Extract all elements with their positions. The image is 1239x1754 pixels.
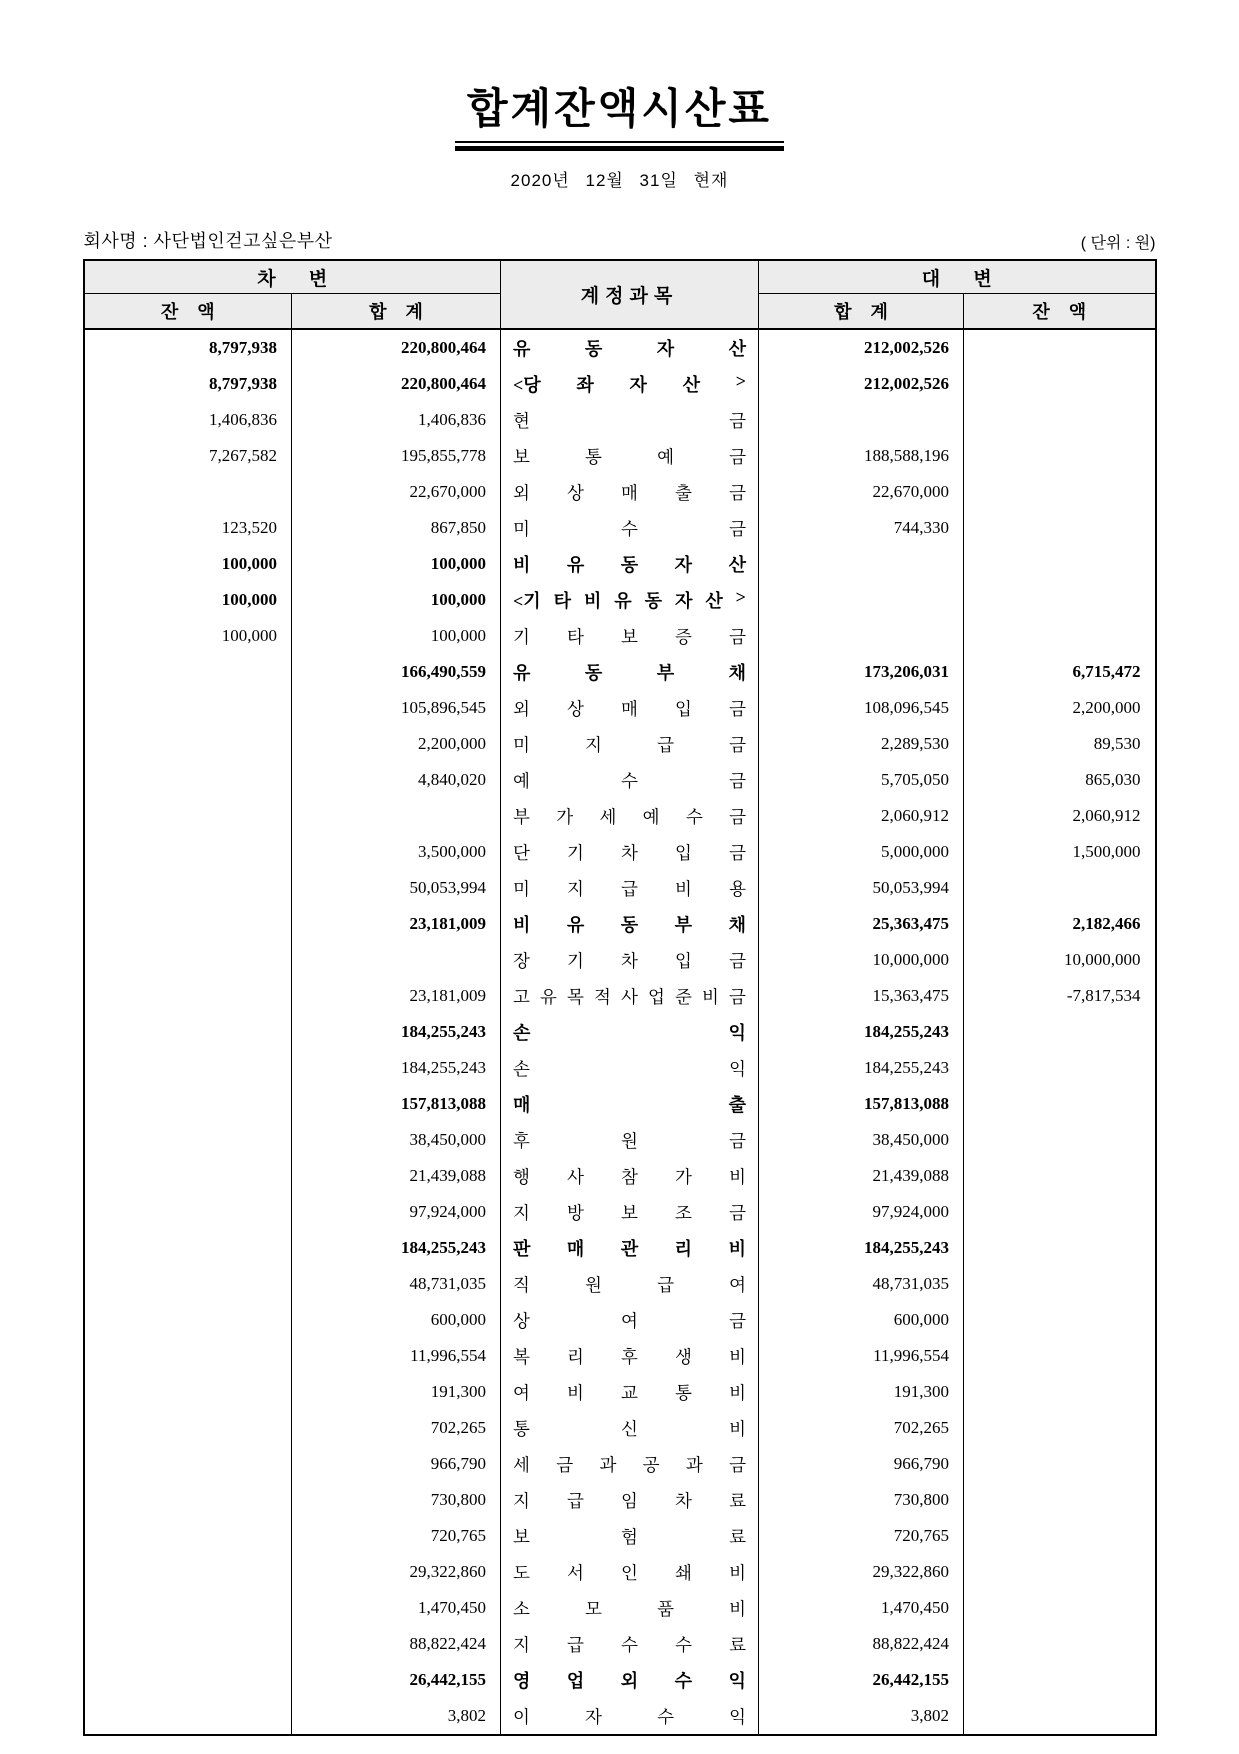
table-row [84, 1410, 1156, 1446]
account-cell [501, 1698, 759, 1735]
debit-total-cell: 702,265 [292, 1410, 501, 1446]
debit-total-cell [292, 798, 501, 834]
credit-balance-cell [964, 510, 1156, 546]
table-row [84, 438, 1156, 474]
debit-balance-cell [84, 1626, 292, 1662]
credit-balance-cell [964, 1338, 1156, 1374]
account-name: 상 여 금 [513, 1310, 746, 1331]
credit-balance-cell: 2,200,000 [964, 690, 1156, 726]
account-name: 고 유 목 적 사 업 준 비 금 [513, 986, 746, 1007]
debit-total-cell: 1,470,450 [292, 1590, 501, 1626]
trial-balance-table [83, 259, 1157, 1736]
account-name: 복 리 후 생 비 [513, 1346, 746, 1367]
debit-balance-cell [84, 1086, 292, 1122]
credit-total-cell: 212,002,526 [759, 329, 964, 366]
account-cell [501, 1194, 759, 1230]
credit-balance-cell [964, 870, 1156, 906]
table-row [84, 1338, 1156, 1374]
debit-total-cell: 23,181,009 [292, 978, 501, 1014]
debit-group-header: 차 변 [84, 260, 501, 294]
account-name: 후 원 금 [513, 1130, 746, 1151]
account-cell [501, 618, 759, 654]
credit-balance-cell [964, 438, 1156, 474]
table-row [84, 762, 1156, 798]
credit-total-cell: 720,765 [759, 1518, 964, 1554]
debit-balance-cell [84, 1230, 292, 1266]
account-name: 단 기 차 입 금 [513, 842, 746, 863]
account-cell [501, 1338, 759, 1374]
credit-total-cell: 184,255,243 [759, 1014, 964, 1050]
credit-total-cell: 97,924,000 [759, 1194, 964, 1230]
account-name: 직 원 급 여 [513, 1274, 746, 1295]
debit-balance-cell [84, 870, 292, 906]
credit-balance-cell [964, 474, 1156, 510]
debit-balance-cell [84, 1302, 292, 1338]
debit-balance-cell [84, 1662, 292, 1698]
account-name: 통 신 비 [513, 1418, 746, 1439]
debit-total-cell: 184,255,243 [292, 1230, 501, 1266]
account-name: 외 상 매 입 금 [513, 698, 746, 719]
debit-total-cell: 195,855,778 [292, 438, 501, 474]
credit-balance-cell [964, 582, 1156, 618]
debit-balance-cell [84, 1518, 292, 1554]
debit-total-cell: 157,813,088 [292, 1086, 501, 1122]
account-name: 미 수 금 [513, 518, 746, 539]
credit-total-cell: 11,996,554 [759, 1338, 964, 1374]
table-row [84, 798, 1156, 834]
table-row [84, 1590, 1156, 1626]
credit-balance-cell [964, 366, 1156, 402]
table-row [84, 546, 1156, 582]
credit-total-cell: 5,000,000 [759, 834, 964, 870]
account-name: 매 출 [513, 1095, 746, 1115]
credit-total-cell: 173,206,031 [759, 654, 964, 690]
table-row [84, 654, 1156, 690]
account-cell [501, 834, 759, 870]
meta-row [84, 227, 1156, 253]
debit-total-header: 합 계 [292, 294, 501, 330]
credit-balance-cell [964, 329, 1156, 366]
credit-total-cell: 25,363,475 [759, 906, 964, 942]
account-name: 장 기 차 입 금 [513, 950, 746, 971]
debit-total-cell: 1,406,836 [292, 402, 501, 438]
credit-balance-cell [964, 1050, 1156, 1086]
credit-balance-cell: 2,060,912 [964, 798, 1156, 834]
credit-total-cell: 10,000,000 [759, 942, 964, 978]
table-row [84, 1230, 1156, 1266]
credit-balance-cell [964, 1626, 1156, 1662]
credit-total-cell [759, 582, 964, 618]
debit-balance-header: 잔 액 [84, 294, 292, 330]
credit-total-cell: 2,060,912 [759, 798, 964, 834]
account-name: 여 비 교 통 비 [513, 1382, 746, 1403]
credit-total-cell: 15,363,475 [759, 978, 964, 1014]
credit-total-cell: 26,442,155 [759, 1662, 964, 1698]
credit-total-header: 합 계 [759, 294, 964, 330]
credit-total-cell: 191,300 [759, 1374, 964, 1410]
debit-balance-cell: 100,000 [84, 546, 292, 582]
credit-total-cell: 3,802 [759, 1698, 964, 1735]
account-cell [501, 798, 759, 834]
account-cell [501, 942, 759, 978]
unit-label: ( 단위 : 원) [1080, 235, 1156, 252]
account-cell [501, 1266, 759, 1302]
table-row [84, 582, 1156, 618]
debit-total-cell: 166,490,559 [292, 654, 501, 690]
table-row [84, 1374, 1156, 1410]
credit-total-cell: 744,330 [759, 510, 964, 546]
account-name: 세 금 과 공 과 금 [513, 1454, 746, 1475]
debit-total-cell: 97,924,000 [292, 1194, 501, 1230]
table-row [84, 1086, 1156, 1122]
account-name: 유 동 자 산 [513, 339, 746, 359]
debit-balance-cell [84, 1374, 292, 1410]
debit-total-cell: 730,800 [292, 1482, 501, 1518]
debit-total-cell: 100,000 [292, 546, 501, 582]
debit-balance-cell [84, 1122, 292, 1158]
credit-balance-cell [964, 1590, 1156, 1626]
account-cell [501, 1014, 759, 1050]
table-row [84, 402, 1156, 438]
account-name: 기 타 보 증 금 [513, 626, 746, 647]
debit-balance-cell [84, 1482, 292, 1518]
debit-balance-cell [84, 834, 292, 870]
credit-balance-cell: 10,000,000 [964, 942, 1156, 978]
page-title-text: 합계잔액시산표 [466, 85, 772, 132]
debit-balance-cell [84, 1410, 292, 1446]
table-row [84, 1014, 1156, 1050]
account-name: <기 타 비 유 동 자 산 > [513, 587, 746, 611]
account-cell [501, 1662, 759, 1698]
credit-total-cell: 1,470,450 [759, 1590, 964, 1626]
account-name: 행 사 참 가 비 [513, 1166, 746, 1187]
credit-balance-cell: 2,182,466 [964, 906, 1156, 942]
credit-balance-cell [964, 1518, 1156, 1554]
account-cell [501, 690, 759, 726]
account-cell [501, 1482, 759, 1518]
table-row [84, 1302, 1156, 1338]
debit-balance-cell: 8,797,938 [84, 366, 292, 402]
account-name: 지 방 보 조 금 [513, 1202, 746, 1223]
table-row [84, 1446, 1156, 1482]
credit-total-cell: 22,670,000 [759, 474, 964, 510]
table-row [84, 1698, 1156, 1735]
debit-balance-cell [84, 474, 292, 510]
table-row [84, 870, 1156, 906]
account-name: 지 급 수 수 료 [513, 1634, 746, 1655]
debit-total-cell: 966,790 [292, 1446, 501, 1482]
account-cell [501, 1230, 759, 1266]
account-cell [501, 402, 759, 438]
debit-total-cell: 3,802 [292, 1698, 501, 1735]
credit-total-cell: 600,000 [759, 1302, 964, 1338]
credit-total-cell: 50,053,994 [759, 870, 964, 906]
debit-balance-cell [84, 654, 292, 690]
debit-balance-cell [84, 1590, 292, 1626]
account-cell [501, 1410, 759, 1446]
account-name: 도 서 인 쇄 비 [513, 1562, 746, 1583]
account-cell [501, 438, 759, 474]
debit-balance-cell [84, 1266, 292, 1302]
credit-total-cell: 966,790 [759, 1446, 964, 1482]
title-underline-thick [455, 146, 784, 151]
table-row [84, 1158, 1156, 1194]
account-cell [501, 726, 759, 762]
account-name: 손 익 [513, 1058, 746, 1079]
account-name: 이 자 수 익 [513, 1706, 746, 1727]
credit-balance-cell [964, 618, 1156, 654]
table-row [84, 1482, 1156, 1518]
account-name: 미 지 급 비 용 [513, 878, 746, 899]
credit-balance-cell [964, 1554, 1156, 1590]
credit-balance-cell [964, 1086, 1156, 1122]
table-row [84, 1662, 1156, 1698]
account-cell [501, 1590, 759, 1626]
table-row [84, 618, 1156, 654]
credit-total-cell [759, 546, 964, 582]
credit-balance-cell [964, 1374, 1156, 1410]
debit-balance-cell: 1,406,836 [84, 402, 292, 438]
credit-balance-cell [964, 1662, 1156, 1698]
account-cell [501, 1446, 759, 1482]
table-row [84, 906, 1156, 942]
credit-total-cell: 21,439,088 [759, 1158, 964, 1194]
debit-total-cell: 3,500,000 [292, 834, 501, 870]
account-column-header: 계정과목 [501, 260, 759, 329]
debit-balance-cell [84, 906, 292, 942]
account-name: 비 유 동 부 채 [513, 915, 746, 935]
debit-total-cell: 105,896,545 [292, 690, 501, 726]
credit-balance-cell [964, 402, 1156, 438]
credit-total-cell: 157,813,088 [759, 1086, 964, 1122]
company-name: 회사명 : 사단법인걷고싶은부산 [83, 231, 333, 251]
credit-total-cell: 184,255,243 [759, 1230, 964, 1266]
debit-total-cell: 11,996,554 [292, 1338, 501, 1374]
credit-total-cell: 702,265 [759, 1410, 964, 1446]
debit-balance-cell [84, 1194, 292, 1230]
account-cell [501, 1050, 759, 1086]
table-row [84, 1626, 1156, 1662]
credit-balance-cell [964, 1482, 1156, 1518]
credit-balance-cell [964, 1158, 1156, 1194]
account-cell [501, 1554, 759, 1590]
table-row [84, 978, 1156, 1014]
debit-balance-cell [84, 978, 292, 1014]
credit-group-header: 대 변 [759, 260, 1156, 294]
credit-balance-cell [964, 1302, 1156, 1338]
credit-balance-cell [964, 1410, 1156, 1446]
debit-balance-cell [84, 1338, 292, 1374]
table-row [84, 726, 1156, 762]
account-cell [501, 1518, 759, 1554]
account-cell [501, 1122, 759, 1158]
debit-balance-cell [84, 1158, 292, 1194]
account-cell [501, 1086, 759, 1122]
credit-balance-header: 잔 액 [964, 294, 1156, 330]
table-row [84, 834, 1156, 870]
account-name: 손 익 [513, 1023, 746, 1043]
account-name: 예 수 금 [513, 770, 746, 791]
table-row [84, 690, 1156, 726]
credit-total-cell: 184,255,243 [759, 1050, 964, 1086]
credit-balance-cell [964, 1266, 1156, 1302]
account-cell [501, 474, 759, 510]
account-cell [501, 1374, 759, 1410]
table-row [84, 1266, 1156, 1302]
debit-total-cell: 600,000 [292, 1302, 501, 1338]
credit-balance-cell [964, 1122, 1156, 1158]
page-title [455, 76, 784, 151]
debit-total-cell: 100,000 [292, 618, 501, 654]
account-name: 보 험 료 [513, 1526, 746, 1547]
credit-total-cell: 212,002,526 [759, 366, 964, 402]
credit-balance-cell: 1,500,000 [964, 834, 1156, 870]
credit-total-cell: 88,822,424 [759, 1626, 964, 1662]
table-row [84, 1194, 1156, 1230]
credit-total-cell [759, 402, 964, 438]
account-name: 외 상 매 출 금 [513, 482, 746, 503]
table-row [84, 474, 1156, 510]
debit-total-cell: 48,731,035 [292, 1266, 501, 1302]
table-row [84, 1122, 1156, 1158]
debit-balance-cell [84, 762, 292, 798]
debit-balance-cell [84, 1446, 292, 1482]
credit-balance-cell [964, 1194, 1156, 1230]
account-cell [501, 870, 759, 906]
account-name: 영 업 외 수 익 [513, 1671, 746, 1691]
debit-total-cell [292, 942, 501, 978]
table-row [84, 366, 1156, 402]
account-name: 미 지 급 금 [513, 734, 746, 755]
table-row [84, 1554, 1156, 1590]
debit-total-cell: 191,300 [292, 1374, 501, 1410]
credit-total-cell: 2,289,530 [759, 726, 964, 762]
credit-total-cell [759, 618, 964, 654]
title-area [0, 76, 1239, 151]
credit-total-cell: 38,450,000 [759, 1122, 964, 1158]
debit-balance-cell: 8,797,938 [84, 329, 292, 366]
credit-total-cell: 188,588,196 [759, 438, 964, 474]
table-row [84, 329, 1156, 366]
debit-total-cell: 867,850 [292, 510, 501, 546]
debit-balance-cell [84, 1050, 292, 1086]
account-cell [501, 546, 759, 582]
credit-balance-cell: -7,817,534 [964, 978, 1156, 1014]
credit-total-cell: 730,800 [759, 1482, 964, 1518]
credit-balance-cell: 89,530 [964, 726, 1156, 762]
credit-total-cell: 108,096,545 [759, 690, 964, 726]
debit-total-cell: 50,053,994 [292, 870, 501, 906]
credit-total-cell: 48,731,035 [759, 1266, 964, 1302]
account-cell [501, 366, 759, 402]
debit-total-cell: 38,450,000 [292, 1122, 501, 1158]
account-name: 비 유 동 자 산 [513, 555, 746, 575]
debit-balance-cell [84, 798, 292, 834]
account-cell [501, 582, 759, 618]
table-header [84, 260, 1156, 329]
debit-total-cell: 220,800,464 [292, 329, 501, 366]
debit-total-cell: 22,670,000 [292, 474, 501, 510]
table-row [84, 1518, 1156, 1554]
account-name: 소 모 품 비 [513, 1598, 746, 1619]
account-name: 보 통 예 금 [513, 446, 746, 467]
debit-total-cell: 720,765 [292, 1518, 501, 1554]
debit-total-cell: 184,255,243 [292, 1014, 501, 1050]
account-name: 유 동 부 채 [513, 663, 746, 683]
debit-total-cell: 100,000 [292, 582, 501, 618]
debit-balance-cell: 7,267,582 [84, 438, 292, 474]
debit-balance-cell [84, 690, 292, 726]
account-cell [501, 978, 759, 1014]
table-row [84, 510, 1156, 546]
account-name: <당 좌 자 산 > [513, 371, 746, 395]
account-cell [501, 1626, 759, 1662]
debit-total-cell: 2,200,000 [292, 726, 501, 762]
debit-total-cell: 184,255,243 [292, 1050, 501, 1086]
account-cell [501, 510, 759, 546]
credit-balance-cell: 6,715,472 [964, 654, 1156, 690]
credit-balance-cell [964, 546, 1156, 582]
account-name: 부 가 세 예 수 금 [513, 806, 746, 827]
credit-total-cell: 5,705,050 [759, 762, 964, 798]
debit-balance-cell [84, 726, 292, 762]
debit-total-cell: 4,840,020 [292, 762, 501, 798]
debit-total-cell: 88,822,424 [292, 1626, 501, 1662]
account-name: 지 급 임 차 료 [513, 1490, 746, 1511]
account-cell [501, 1302, 759, 1338]
credit-balance-cell [964, 1446, 1156, 1482]
debit-total-cell: 29,322,860 [292, 1554, 501, 1590]
debit-balance-cell: 100,000 [84, 618, 292, 654]
credit-total-cell: 29,322,860 [759, 1554, 964, 1590]
account-cell [501, 906, 759, 942]
debit-balance-cell [84, 942, 292, 978]
report-date: 2020년 12월 31일 현재 [510, 171, 729, 190]
debit-total-cell: 23,181,009 [292, 906, 501, 942]
account-cell [501, 654, 759, 690]
credit-balance-cell [964, 1698, 1156, 1735]
table-body [84, 329, 1156, 1735]
account-name: 현 금 [513, 410, 746, 431]
credit-balance-cell [964, 1014, 1156, 1050]
account-cell [501, 1158, 759, 1194]
debit-total-cell: 26,442,155 [292, 1662, 501, 1698]
account-name: 판 매 관 리 비 [513, 1239, 746, 1259]
credit-balance-cell [964, 1230, 1156, 1266]
title-underline-thin [455, 141, 784, 143]
debit-balance-cell: 123,520 [84, 510, 292, 546]
account-cell [501, 762, 759, 798]
table-row [84, 1050, 1156, 1086]
credit-balance-cell: 865,030 [964, 762, 1156, 798]
table-row [84, 942, 1156, 978]
debit-balance-cell: 100,000 [84, 582, 292, 618]
debit-balance-cell [84, 1014, 292, 1050]
debit-balance-cell [84, 1698, 292, 1735]
debit-balance-cell [84, 1554, 292, 1590]
debit-total-cell: 21,439,088 [292, 1158, 501, 1194]
debit-total-cell: 220,800,464 [292, 366, 501, 402]
account-cell [501, 329, 759, 366]
